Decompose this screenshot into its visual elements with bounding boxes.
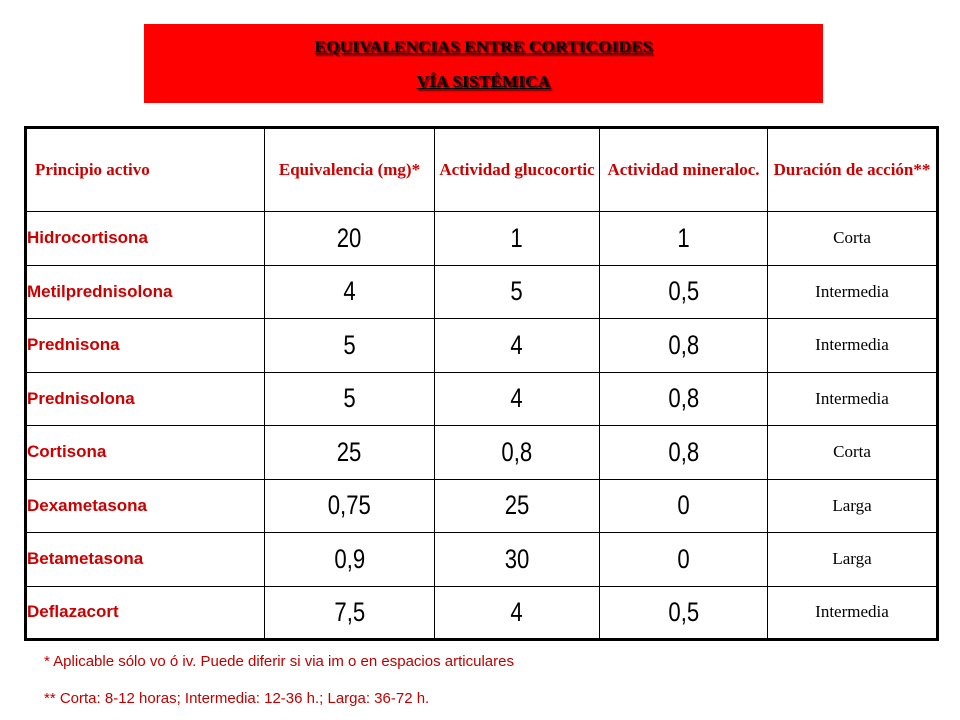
mineralocorticoid-activity: 0,5	[600, 586, 768, 640]
mineralocorticoid-activity: 0,8	[600, 372, 768, 426]
footnote-duration: ** Corta: 8-12 horas; Intermedia: 12-36 h.; Larga: 36-72 h.	[44, 690, 430, 707]
drug-name: Deflazacort	[26, 586, 265, 640]
mineralocorticoid-activity: 0,5	[600, 265, 768, 319]
header-equivalencia: Equivalencia (mg)*	[265, 128, 435, 212]
duration-value: Intermedia	[768, 319, 938, 373]
header-principio-activo: Principio activo	[26, 128, 265, 212]
table-row	[26, 212, 938, 266]
header-actividad-mineraloc: Actividad mineraloc.	[600, 128, 768, 212]
glucocorticoid-activity: 5	[435, 265, 600, 319]
equivalence-value: 5	[265, 372, 435, 426]
table-row	[26, 533, 938, 587]
equivalence-value: 4	[265, 265, 435, 319]
duration-value: Larga	[768, 533, 938, 587]
table-row	[26, 426, 938, 480]
glucocorticoid-activity: 4	[435, 586, 600, 640]
glucocorticoid-activity: 1	[435, 212, 600, 266]
duration-value: Intermedia	[768, 586, 938, 640]
duration-value: Intermedia	[768, 372, 938, 426]
equivalence-value: 0,75	[265, 479, 435, 533]
drug-name: Betametasona	[26, 533, 265, 587]
drug-name: Hidrocortisona	[26, 212, 265, 266]
equivalence-value: 20	[265, 212, 435, 266]
glucocorticoid-activity: 25	[435, 479, 600, 533]
table-row	[26, 319, 938, 373]
table-row	[26, 372, 938, 426]
drug-name: Prednisolona	[26, 372, 265, 426]
duration-value: Corta	[768, 212, 938, 266]
table-row	[26, 479, 938, 533]
glucocorticoid-activity: 4	[435, 319, 600, 373]
table-header-row	[26, 128, 938, 212]
title-line-1: EQUIVALENCIAS ENTRE CORTICOIDES	[314, 37, 653, 56]
drug-name: Prednisona	[26, 319, 265, 373]
mineralocorticoid-activity: 0	[600, 479, 768, 533]
table-row	[26, 586, 938, 640]
glucocorticoid-activity: 4	[435, 372, 600, 426]
title-line-2: VÍA SISTÉMICA	[416, 72, 551, 91]
glucocorticoid-activity: 30	[435, 533, 600, 587]
equivalence-value: 25	[265, 426, 435, 480]
table-row	[26, 265, 938, 319]
footnote-application: * Aplicable sólo vo ó iv. Puede diferir si via im o en espacios articulares	[44, 653, 514, 670]
drug-name: Dexametasona	[26, 479, 265, 533]
mineralocorticoid-activity: 0,8	[600, 426, 768, 480]
header-duracion: Duración de acción**	[768, 128, 938, 212]
duration-value: Intermedia	[768, 265, 938, 319]
duration-value: Corta	[768, 426, 938, 480]
header-actividad-glucocortic: Actividad glucocortic	[435, 128, 600, 212]
equivalence-table	[24, 126, 939, 641]
glucocorticoid-activity: 0,8	[435, 426, 600, 480]
duration-value: Larga	[768, 479, 938, 533]
drug-name: Metilprednisolona	[26, 265, 265, 319]
equivalence-value: 0,9	[265, 533, 435, 587]
title-banner	[144, 24, 823, 103]
drug-name: Cortisona	[26, 426, 265, 480]
mineralocorticoid-activity: 1	[600, 212, 768, 266]
equivalence-value: 7,5	[265, 586, 435, 640]
mineralocorticoid-activity: 0,8	[600, 319, 768, 373]
equivalence-value: 5	[265, 319, 435, 373]
mineralocorticoid-activity: 0	[600, 533, 768, 587]
